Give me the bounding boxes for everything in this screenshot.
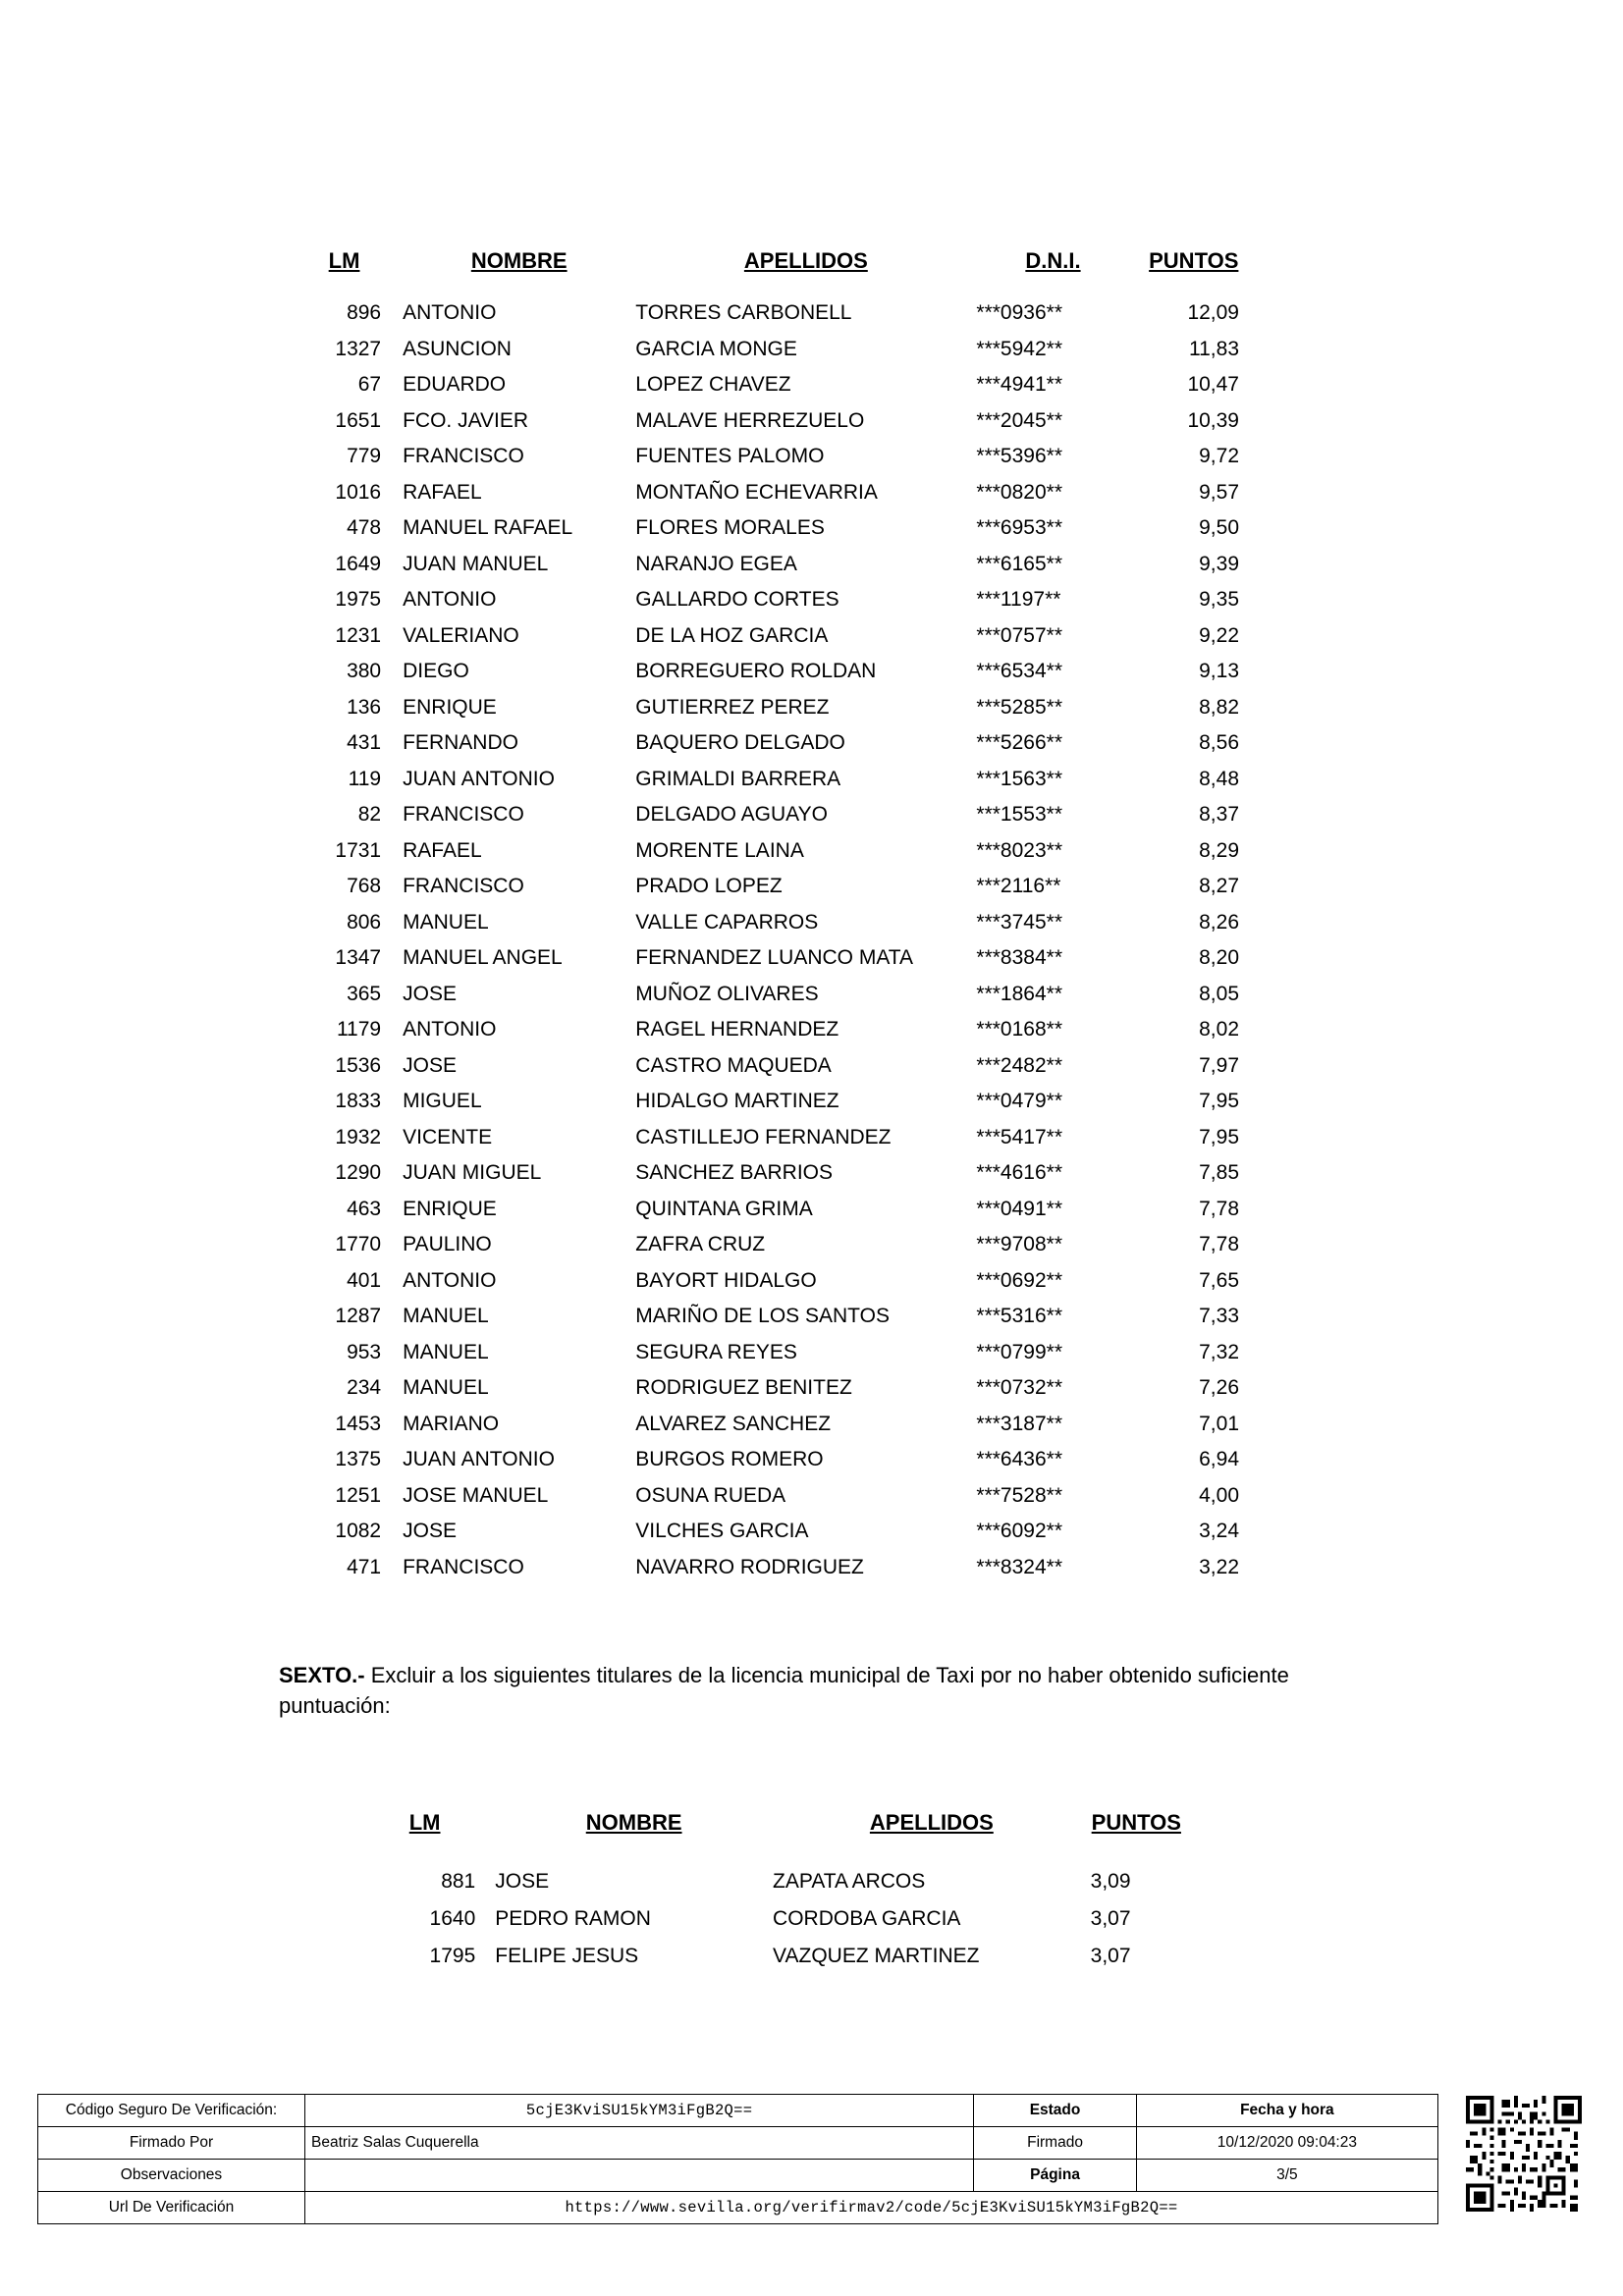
cell-puntos: 3,07 (1090, 1945, 1131, 1967)
cell-apellidos: MARIÑO DE LOS SANTOS (635, 1305, 890, 1327)
cell-puntos: 8,56 (1199, 731, 1239, 754)
cell-apellidos: SEGURA REYES (635, 1340, 797, 1363)
cell-puntos: 8,26 (1199, 910, 1239, 934)
table-row (285, 1155, 1257, 1192)
table-row (285, 1335, 1257, 1371)
table-row (285, 439, 1257, 475)
cell-lm: 1016 (335, 480, 382, 504)
cell-dni: ***1563** (976, 767, 1062, 790)
cell-nombre: MIGUEL (403, 1090, 482, 1112)
pagina-label: Página (974, 2160, 1136, 2192)
cell-puntos: 7,65 (1199, 1268, 1239, 1292)
table-row (285, 1012, 1257, 1048)
cell-lm: 1975 (335, 588, 382, 611)
cell-apellidos: CASTRO MAQUEDA (635, 1053, 832, 1077)
cell-apellidos: BAQUERO DELGADO (635, 731, 845, 754)
table-row (285, 475, 1257, 511)
cell-lm: 1651 (335, 408, 382, 432)
cell-apellidos: NARANJO EGEA (635, 552, 797, 575)
cell-lm: 806 (347, 910, 382, 934)
url-label: Url De Verificación (38, 2192, 305, 2224)
cell-apellidos: CORDOBA GARCIA (773, 1907, 961, 1930)
paragraph-sexto (279, 1660, 1334, 1721)
cell-nombre: EDUARDO (403, 373, 507, 396)
cell-nombre: ENRIQUE (403, 1197, 497, 1220)
cell-lm: 119 (348, 767, 382, 790)
cell-lm: 1649 (335, 552, 382, 575)
fecha-value: 10/12/2020 09:04:23 (1136, 2127, 1437, 2160)
excluded-table (353, 1809, 1217, 1975)
table-row (285, 762, 1257, 798)
cell-puntos: 7,95 (1199, 1090, 1239, 1112)
qr-code-icon (1466, 2096, 1582, 2212)
cell-puntos: 7,32 (1199, 1340, 1239, 1363)
cell-lm: 463 (347, 1197, 382, 1220)
table-row (285, 1263, 1257, 1300)
cell-lm: 401 (347, 1268, 382, 1292)
cell-dni: ***3187** (976, 1412, 1062, 1435)
cell-apellidos: RAGEL HERNANDEZ (635, 1018, 839, 1041)
cell-lm: 82 (357, 803, 382, 826)
cell-nombre: VICENTE (403, 1125, 493, 1148)
table-row (285, 690, 1257, 726)
table-header-row (285, 247, 1257, 295)
cell-apellidos: PRADO LOPEZ (635, 875, 783, 897)
cell-dni: ***5417** (976, 1125, 1062, 1148)
cell-lm: 1770 (335, 1233, 382, 1255)
cell-lm: 1231 (335, 623, 382, 647)
cell-puntos: 3,07 (1090, 1907, 1131, 1930)
cell-puntos: 9,13 (1199, 660, 1239, 682)
cell-puntos: 3,22 (1199, 1555, 1239, 1578)
cell-dni: ***8384** (976, 946, 1062, 969)
cell-apellidos: ZAFRA CRUZ (635, 1233, 766, 1255)
table-row (285, 582, 1257, 618)
cell-lm: 1287 (335, 1305, 382, 1327)
table-row (285, 1299, 1257, 1335)
table-row (285, 1550, 1257, 1586)
table-row (285, 654, 1257, 690)
cell-lm: 779 (347, 445, 382, 467)
cell-dni: ***4941** (976, 373, 1062, 396)
cell-puntos: 8,02 (1199, 1018, 1239, 1041)
cell-nombre: FRANCISCO (403, 803, 524, 826)
cell-apellidos: CASTILLEJO FERNANDEZ (635, 1125, 892, 1148)
cell-puntos: 3,24 (1199, 1520, 1239, 1542)
table-row (285, 295, 1257, 332)
column-header-lm: LM (408, 1810, 441, 1835)
cell-apellidos: TORRES CARBONELL (635, 301, 852, 324)
paragraph-text: Excluir a los siguientes titulares de la licencia municipal de Taxi por no haber obtenido suficiente puntuación: (279, 1663, 1289, 1718)
cell-nombre: JUAN ANTONIO (403, 1448, 555, 1470)
column-header-dni: D.N.I. (1025, 248, 1081, 273)
cell-nombre: JOSE (403, 1520, 457, 1542)
cell-lm: 380 (347, 660, 382, 682)
footer-row-csv (38, 2095, 1438, 2127)
table-row (285, 1084, 1257, 1120)
cell-dni: ***8324** (976, 1555, 1062, 1578)
cell-dni: ***8023** (976, 838, 1062, 862)
cell-lm: 1082 (335, 1520, 382, 1542)
cell-puntos: 12,09 (1187, 301, 1239, 324)
cell-dni: ***0732** (976, 1376, 1062, 1399)
table-row (285, 403, 1257, 440)
cell-apellidos: VALLE CAPARROS (635, 910, 819, 934)
cell-lm: 768 (347, 875, 382, 897)
cell-nombre: FERNANDO (403, 731, 518, 754)
cell-dni: ***1197** (976, 588, 1061, 611)
cell-nombre: ANTONIO (403, 1268, 497, 1292)
cell-apellidos: ZAPATA ARCOS (773, 1870, 926, 1893)
csv-label: Código Seguro De Verificación: (38, 2095, 305, 2127)
cell-nombre: MANUEL (403, 1376, 489, 1399)
cell-puntos: 8,05 (1199, 982, 1239, 1005)
cell-lm: 234 (347, 1376, 382, 1399)
cell-puntos: 9,22 (1199, 623, 1239, 647)
cell-puntos: 6,94 (1199, 1448, 1239, 1470)
table-row (285, 1514, 1257, 1550)
cell-apellidos: OSUNA RUEDA (635, 1483, 786, 1507)
table-row (285, 1442, 1257, 1478)
column-header-lm: LM (328, 248, 360, 273)
cell-apellidos: FUENTES PALOMO (635, 445, 825, 467)
cell-dni: ***1553** (976, 803, 1062, 826)
cell-lm: 1290 (335, 1161, 382, 1184)
cell-dni: ***6436** (976, 1448, 1062, 1470)
column-header-nombre: NOMBRE (585, 1810, 682, 1835)
cell-nombre: ANTONIO (403, 301, 497, 324)
cell-dni: ***1864** (976, 982, 1062, 1005)
cell-dni: ***0799** (976, 1340, 1062, 1363)
cell-lm: 1327 (335, 337, 382, 360)
cell-dni: ***3745** (976, 910, 1062, 934)
column-header-puntos: PUNTOS (1091, 1810, 1181, 1835)
cell-puntos: 10,39 (1187, 408, 1239, 432)
cell-lm: 365 (347, 982, 382, 1005)
column-header-apellidos: APELLIDOS (743, 248, 868, 273)
cell-nombre: FRANCISCO (403, 1555, 524, 1578)
cell-dni: ***5266** (976, 731, 1062, 754)
cell-puntos: 4,00 (1199, 1483, 1239, 1507)
table-row (285, 725, 1257, 762)
cell-lm: 896 (347, 301, 382, 324)
table-row (285, 1478, 1257, 1515)
cell-lm: 1795 (429, 1945, 476, 1967)
cell-apellidos: GARCIA MONGE (635, 337, 797, 360)
cell-puntos: 9,57 (1199, 480, 1239, 504)
table-row (285, 367, 1257, 403)
cell-puntos: 9,50 (1199, 516, 1239, 539)
cell-apellidos: BORREGUERO ROLDAN (635, 660, 877, 682)
cell-apellidos: GUTIERREZ PEREZ (635, 695, 830, 719)
cell-nombre: RAFAEL (403, 838, 482, 862)
cell-dni: ***5285** (976, 695, 1062, 719)
cell-puntos: 3,09 (1090, 1870, 1131, 1893)
cell-apellidos: MALAVE HERREZUELO (635, 408, 865, 432)
cell-apellidos: VILCHES GARCIA (635, 1520, 809, 1542)
cell-puntos: 7,95 (1199, 1125, 1239, 1148)
cell-nombre: MANUEL (403, 910, 489, 934)
cell-dni: ***2482** (976, 1053, 1062, 1077)
table-row (285, 833, 1257, 870)
cell-nombre: FCO. JAVIER (403, 408, 529, 432)
footer-row-firmado (38, 2127, 1438, 2160)
cell-dni: ***2116** (976, 875, 1061, 897)
cell-puntos: 7,26 (1199, 1376, 1239, 1399)
observaciones-label: Observaciones (38, 2160, 305, 2192)
footer-row-observaciones (38, 2160, 1438, 2192)
cell-nombre: FELIPE JESUS (495, 1945, 639, 1967)
table-row (285, 1192, 1257, 1228)
firmado-value: Firmado (974, 2127, 1136, 2160)
table-row (285, 797, 1257, 833)
cell-nombre: JOSE (403, 1053, 457, 1077)
cell-apellidos: MONTAÑO ECHEVARRIA (635, 480, 878, 504)
table-header-row (353, 1809, 1217, 1863)
cell-lm: 1347 (335, 946, 382, 969)
cell-nombre: MANUEL RAFAEL (403, 516, 573, 539)
cell-apellidos: SANCHEZ BARRIOS (635, 1161, 833, 1184)
cell-lm: 1932 (335, 1125, 382, 1148)
cell-nombre: JUAN ANTONIO (403, 767, 555, 790)
cell-dni: ***0491** (976, 1197, 1062, 1220)
table-row (285, 869, 1257, 905)
cell-puntos: 8,48 (1199, 767, 1239, 790)
cell-apellidos: MUÑOZ OLIVARES (635, 982, 819, 1005)
cell-nombre: RAFAEL (403, 480, 482, 504)
column-header-apellidos: APELLIDOS (869, 1810, 994, 1835)
cell-puntos: 9,72 (1199, 445, 1239, 467)
cell-apellidos: RODRIGUEZ BENITEZ (635, 1376, 852, 1399)
observaciones-value (304, 2160, 973, 2192)
cell-nombre: ANTONIO (403, 1018, 497, 1041)
footer-row-url (38, 2192, 1438, 2224)
cell-dni: ***6092** (976, 1520, 1062, 1542)
table-row (285, 510, 1257, 547)
cell-apellidos: BURGOS ROMERO (635, 1448, 824, 1470)
cell-nombre: ASUNCION (403, 337, 512, 360)
cell-dni: ***0168** (976, 1018, 1062, 1041)
table-row (353, 1900, 1217, 1938)
cell-dni: ***2045** (976, 408, 1062, 432)
cell-puntos: 8,20 (1199, 946, 1239, 969)
table-row (353, 1938, 1217, 1975)
table-row (285, 618, 1257, 655)
footer-table (37, 2094, 1438, 2224)
url-value: https://www.sevilla.org/verifirmav2/code/5cjE3KviSU15kYM3iFgB2Q== (304, 2192, 1437, 2224)
cell-nombre: PEDRO RAMON (495, 1907, 651, 1930)
cell-dni: ***0479** (976, 1090, 1062, 1112)
cell-apellidos: GRIMALDI BARRERA (635, 767, 841, 790)
cell-lm: 136 (347, 695, 382, 719)
cell-nombre: VALERIANO (403, 623, 519, 647)
cell-puntos: 8,37 (1199, 803, 1239, 826)
cell-apellidos: FERNANDEZ LUANCO MATA (635, 946, 914, 969)
cell-nombre: DIEGO (403, 660, 469, 682)
paragraph-lead: SEXTO.- (279, 1663, 365, 1687)
table-row (285, 1370, 1257, 1407)
cell-dni: ***0692** (976, 1268, 1062, 1292)
table-row (285, 1048, 1257, 1085)
cell-nombre: JOSE (403, 982, 457, 1005)
cell-nombre: JOSE (495, 1870, 550, 1893)
cell-apellidos: DELGADO AGUAYO (635, 803, 828, 826)
cell-apellidos: FLORES MORALES (635, 516, 825, 539)
cell-puntos: 7,78 (1199, 1197, 1239, 1220)
cell-nombre: JUAN MIGUEL (403, 1161, 542, 1184)
cell-lm: 1251 (335, 1483, 382, 1507)
cell-nombre: ENRIQUE (403, 695, 497, 719)
fecha-label: Fecha y hora (1136, 2095, 1437, 2127)
cell-apellidos: LOPEZ CHAVEZ (635, 373, 791, 396)
cell-lm: 1731 (335, 838, 382, 862)
cell-dni: ***5316** (976, 1305, 1062, 1327)
cell-dni: ***0820** (976, 480, 1062, 504)
cell-nombre: ANTONIO (403, 588, 497, 611)
table-row (285, 547, 1257, 583)
cell-dni: ***0757** (976, 623, 1062, 647)
cell-puntos: 8,27 (1199, 875, 1239, 897)
cell-nombre: FRANCISCO (403, 875, 524, 897)
cell-apellidos: QUINTANA GRIMA (635, 1197, 813, 1220)
cell-apellidos: MORENTE LAINA (635, 838, 804, 862)
cell-lm: 431 (347, 731, 382, 754)
table-row (285, 1120, 1257, 1156)
table-row (353, 1863, 1217, 1900)
cell-nombre: FRANCISCO (403, 445, 524, 467)
cell-nombre: MANUEL ANGEL (403, 946, 563, 969)
table-row (285, 977, 1257, 1013)
cell-dni: ***5942** (976, 337, 1062, 360)
cell-puntos: 7,97 (1199, 1053, 1239, 1077)
cell-nombre: JOSE MANUEL (403, 1483, 549, 1507)
cell-puntos: 9,35 (1199, 588, 1239, 611)
cell-dni: ***9708** (976, 1233, 1062, 1255)
cell-nombre: PAULINO (403, 1233, 492, 1255)
cell-puntos: 8,82 (1199, 695, 1239, 719)
cell-lm: 1179 (336, 1018, 382, 1041)
table-row (285, 940, 1257, 977)
cell-puntos: 10,47 (1187, 373, 1239, 396)
table-row (285, 1227, 1257, 1263)
cell-puntos: 11,83 (1189, 337, 1239, 360)
cell-puntos: 7,85 (1199, 1161, 1239, 1184)
cell-lm: 1375 (335, 1448, 382, 1470)
cell-dni: ***7528** (976, 1483, 1062, 1507)
cell-dni: ***6165** (976, 552, 1062, 575)
cell-apellidos: HIDALGO MARTINEZ (635, 1090, 839, 1112)
cell-dni: ***5396** (976, 445, 1062, 467)
cell-nombre: MANUEL (403, 1305, 489, 1327)
table-row (285, 1407, 1257, 1443)
firmado-por-label: Firmado Por (38, 2127, 305, 2160)
cell-apellidos: ALVAREZ SANCHEZ (635, 1412, 832, 1435)
cell-lm: 1453 (335, 1412, 382, 1435)
cell-puntos: 7,78 (1199, 1233, 1239, 1255)
cell-lm: 1536 (335, 1053, 382, 1077)
cell-lm: 478 (347, 516, 382, 539)
column-header-nombre: NOMBRE (470, 248, 568, 273)
cell-lm: 1833 (335, 1090, 382, 1112)
cell-puntos: 9,39 (1199, 552, 1239, 575)
cell-apellidos: BAYORT HIDALGO (635, 1268, 817, 1292)
pagina-value: 3/5 (1136, 2160, 1437, 2192)
cell-apellidos: VAZQUEZ MARTINEZ (773, 1945, 980, 1967)
cell-dni: ***6534** (976, 660, 1062, 682)
table-row (285, 332, 1257, 368)
cell-puntos: 7,01 (1199, 1412, 1239, 1435)
cell-apellidos: NAVARRO RODRIGUEZ (635, 1555, 864, 1578)
cell-dni: ***4616** (976, 1161, 1062, 1184)
cell-lm: 471 (347, 1555, 382, 1578)
cell-nombre: MARIANO (403, 1412, 500, 1435)
csv-value: 5cjE3KviSU15kYM3iFgB2Q== (304, 2095, 973, 2127)
cell-puntos: 7,33 (1199, 1305, 1239, 1327)
cell-puntos: 8,29 (1199, 838, 1239, 862)
table-row (285, 905, 1257, 941)
estado-label: Estado (974, 2095, 1136, 2127)
cell-dni: ***0936** (976, 301, 1062, 324)
cell-nombre: JUAN MANUEL (403, 552, 549, 575)
cell-lm: 1640 (429, 1907, 476, 1930)
candidates-table (285, 247, 1257, 1585)
column-header-puntos: PUNTOS (1149, 248, 1239, 273)
cell-lm: 881 (441, 1870, 476, 1893)
cell-apellidos: GALLARDO CORTES (635, 588, 839, 611)
qr-code-svg (1466, 2096, 1582, 2212)
cell-dni: ***6953** (976, 516, 1062, 539)
cell-lm: 953 (347, 1340, 382, 1363)
cell-lm: 67 (357, 373, 382, 396)
firmado-por-value: Beatriz Salas Cuquerella (304, 2127, 973, 2160)
cell-apellidos: DE LA HOZ GARCIA (635, 623, 829, 647)
cell-nombre: MANUEL (403, 1340, 489, 1363)
